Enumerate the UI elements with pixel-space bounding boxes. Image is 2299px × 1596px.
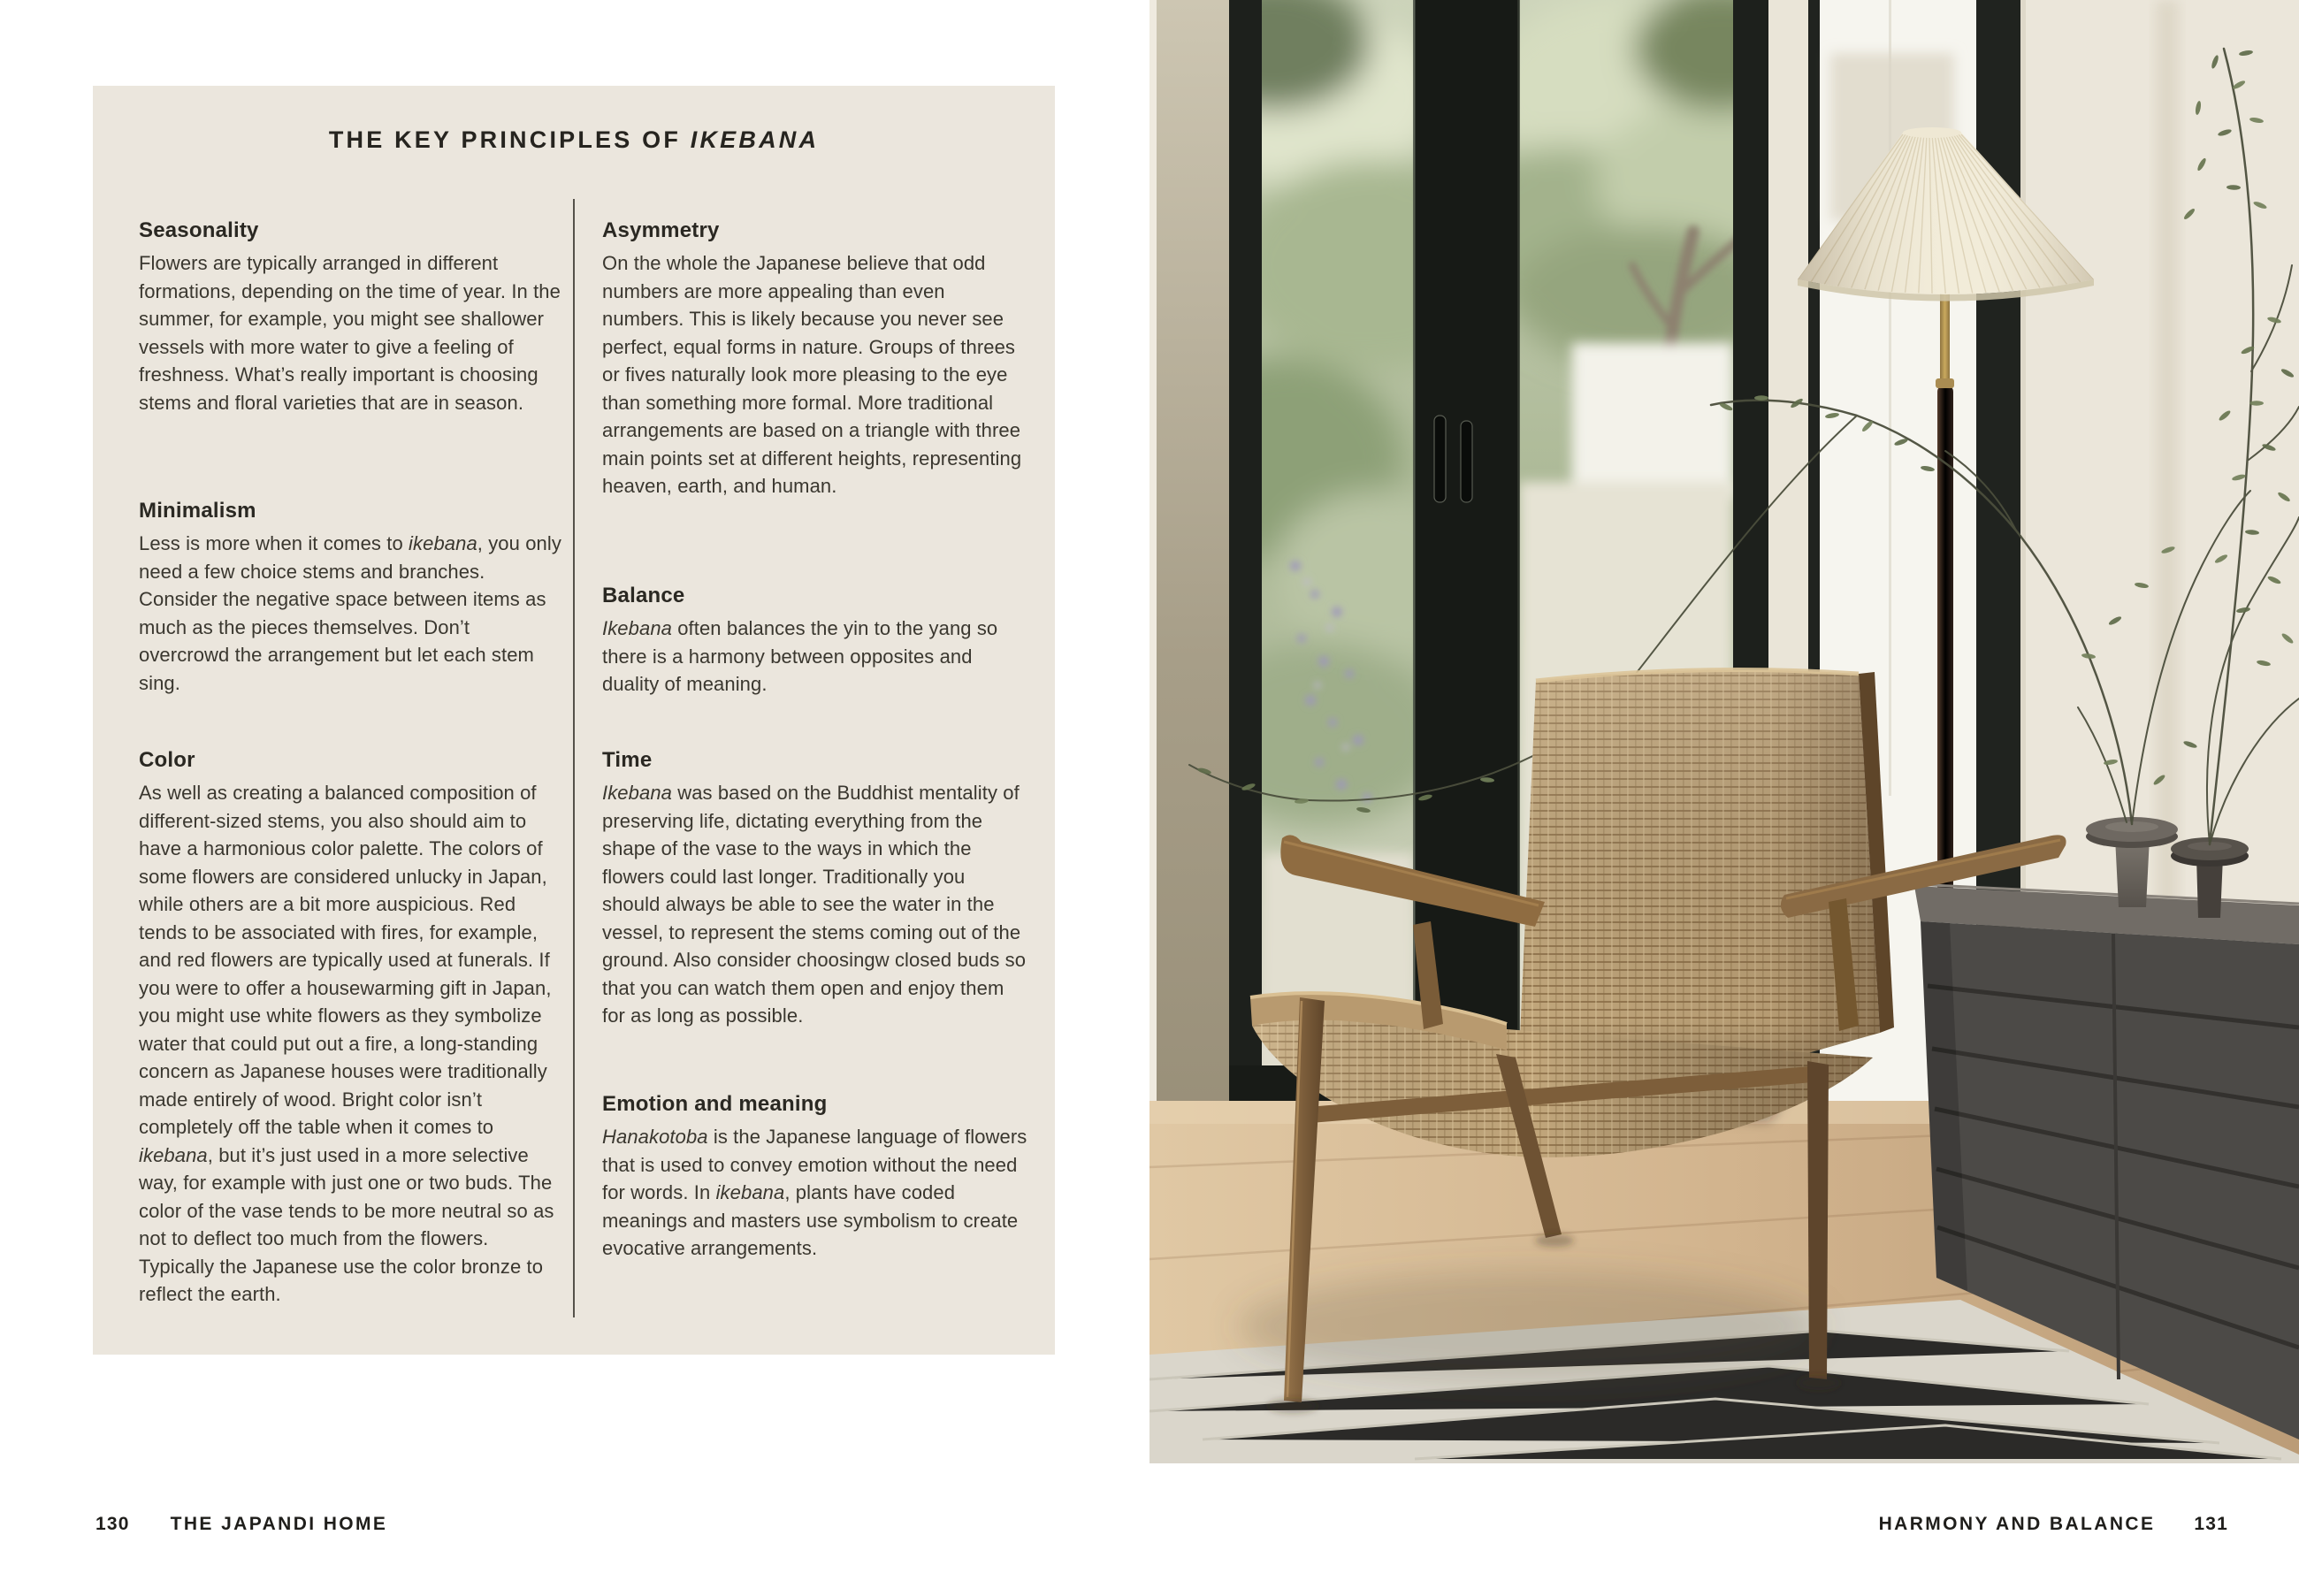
italic-run: IKEBANA — [690, 126, 820, 153]
italic-run: Ikebana — [602, 782, 672, 804]
italic-run: Ikebana — [602, 617, 672, 639]
section-time — [602, 748, 1028, 1030]
page-number-left: 130 — [95, 1514, 130, 1534]
section-asymmetry — [602, 218, 1028, 500]
section-heading: Color — [139, 748, 195, 772]
ikebana-principles-panel — [93, 86, 1055, 1355]
column-right — [93, 86, 1055, 1355]
section-heading: Seasonality — [139, 218, 259, 242]
section-heading: Time — [602, 748, 653, 772]
italic-run: ikebana — [715, 1181, 785, 1203]
section-body — [602, 615, 1028, 699]
section-heading: Emotion and meaning — [602, 1092, 828, 1116]
section-heading: Asymmetry — [602, 218, 720, 242]
interior-photo — [1150, 0, 2299, 1463]
text-run: Less is more when it comes to — [139, 532, 409, 554]
text-run: On the whole the Japanese believe that odd numbers are more appealing than even numbers. This is likely because you never see perfect, equal forms in nature. Groups of threes or fives naturally look more pleasing to the eye than something more formal. More traditional arrangements are based on a triangle with three main points set at different heights, representing heaven, earth, and human. — [602, 252, 1022, 497]
italic-run: ikebana — [409, 532, 477, 554]
text-run: , you only need a few choice stems and branches. Consider the negative space between items as much as the pieces themselves. Don’t overcrowd the arrangement but let each stem sing. — [139, 532, 561, 694]
text-run: is the Japanese language of flowers that is used to convey emotion without the need for words. In — [602, 1126, 1027, 1203]
page-number-right: 131 — [2194, 1514, 2228, 1534]
text-run: , but it’s just used in a more selective way, for example with just one or two buds. The color of the vase tends to be more neutral so as not to deflect too much from the flowers. Typically the Japanese use the color bronze to reflect the earth. — [139, 1143, 554, 1305]
text-run: Flowers are typically arranged in different formations, depending on the time of year. In the summer, for example, you might see shallower vessels with more water to give a feeling of freshness. What’s really important is choosing stems and floral varieties that are in season. — [139, 252, 561, 414]
section-heading: Balance — [602, 584, 685, 607]
footer-left — [95, 1514, 387, 1535]
section-body — [602, 779, 1028, 1030]
section-balance — [602, 584, 1028, 699]
text-run: often balances the yin to the yang so there is a harmony between opposites and duality of meaning. — [602, 617, 998, 695]
footer-right — [1879, 1514, 2228, 1535]
interior-photo-svg — [1150, 0, 2299, 1463]
text-run: THE KEY PRINCIPLES OF — [328, 126, 691, 153]
chapter-title: HARMONY AND BALANCE — [1878, 1514, 2156, 1534]
text-run: As well as creating a balanced composition of different-sized stems, you also should aim to have a harmonious color palette. The colors of some flowers are considered unlucky in Japan, while others are a bit more auspicious. Red tends to be associated with fires, for example, and red flowers are typically used at funerals. If you were to offer a housewarming gift in Japan, you might use white flowers as they symbolize water that could put out a fire, a long-standing concern as Japanese houses were traditionally made entirely of wood. Bright color isn’t completely off the table when it comes to — [139, 782, 552, 1138]
section-heading: Minimalism — [139, 499, 256, 523]
section-body — [602, 1123, 1028, 1263]
section-emotion-and-meaning — [602, 1092, 1028, 1263]
text-run: , plants have coded meanings and masters use symbolism to create evocative arrangements. — [602, 1181, 1019, 1259]
italic-run: Hanakotoba — [602, 1126, 708, 1148]
book-title: THE JAPANDI HOME — [170, 1514, 388, 1534]
chair-shadow — [1238, 1271, 1822, 1381]
italic-run: ikebana — [139, 1143, 208, 1166]
section-body — [602, 249, 1028, 500]
text-run: was based on the Buddhist mentality of preserving life, dictating everything from the shape of the vase to the ways in which the flowers could last longer. Traditionally you should always be able to see the water in the vessel, to represent the stems coming out of the ground. Also consider choosingw closed buds so that you can watch them open and enjoy them for as long as possible. — [602, 782, 1027, 1027]
